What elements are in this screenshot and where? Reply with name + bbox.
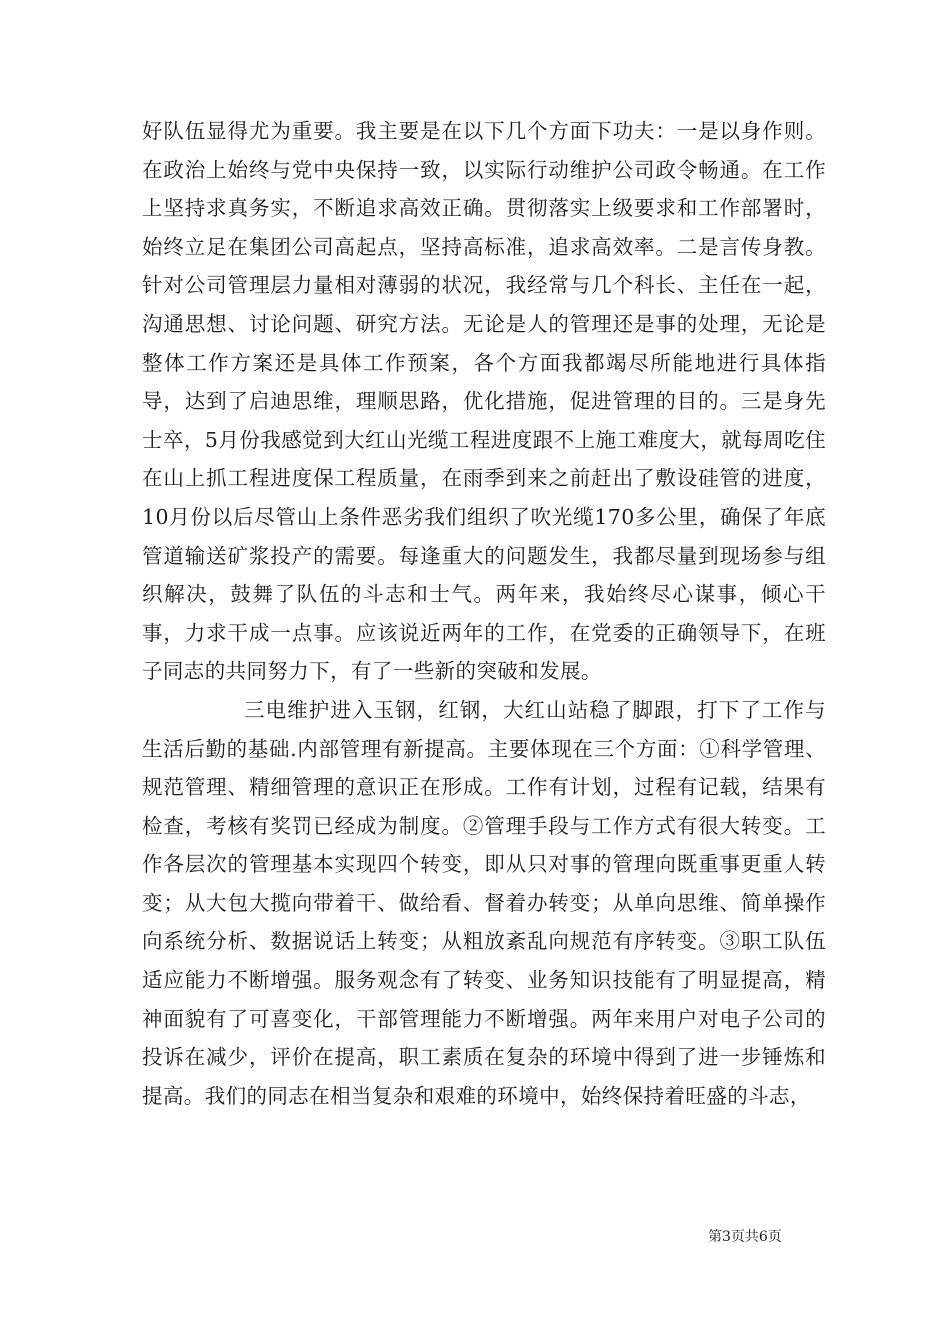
page-number-footer: 第3页共6页: [708, 1229, 782, 1245]
paragraph-2: 三电维护进入玉钢，红钢，大红山站稳了脚跟，打下了工作与生活后勤的基础.内部管理有新提高。主要体现在三个方面：①科学管理、规范管理、精细管理的意识正在形成。工作有计划，过程有记载，结果有检查，考核有奖罚已经成为制度。②管理手段与工作方式有很大转变。工作各层次的管理基本实现四个转变，即从只对事的管理向既重事更重人转变；从大包大揽向带着干、做给看、督着办转变；从单向思维、简单操作向系统分析、数据说话上转变；从粗放紊乱向规范有序转变。③职工队伍适应能力不断增强。服务观念有了转变、业务知识技能有了明显提高，精神面貌有了可喜变化，干部管理能力不断增强。两年来用户对电子公司的投诉在减少，评价在提高，职工素质在复杂的环境中得到了进一步锤炼和提高。我们的同志在相当复杂和艰难的环境中，始终保持着旺盛的斗志，: [142, 697, 826, 1108]
document-body: [142, 112, 826, 1115]
paragraph-1: 好队伍显得尤为重要。我主要是在以下几个方面下功夫：一是以身作则。在政治上始终与党中央保持一致，以实际行动维护公司政令畅通。在工作上坚持求真务实，不断追求高效正确。贯彻落实上级要求和工作部署时，始终立足在集团公司高起点，坚持高标准，追求高效率。二是言传身教。针对公司管理层力量相对薄弱的状况，我经常与几个科长、主任在一起，沟通思想、讨论问题、研究方法。无论是人的管理还是事的处理，无论是整体工作方案还是具体工作预案，各个方面我都竭尽所能地进行具体指导，达到了启迪思维，理顺思路，优化措施，促进管理的目的。三是身先士卒，5月份我感觉到大红山光缆工程进度跟不上施工难度大，就每周吃住在山上抓工程进度保工程质量，在雨季到来之前赶出了敷设硅管的进度，10月份以后尽管山上条件恶劣我们组织了吹光缆170多公里，确保了年底管道输送矿浆投产的需要。每逢重大的问题发生，我都尽量到现场参与组织解决，鼓舞了队伍的斗志和士气。两年来，我始终尽心谋事，倾心干事，力求干成一点事。应该说近两年的工作，在党委的正确领导下，在班子同志的共同努力下，有了一些新的突破和发展。: [142, 119, 826, 684]
